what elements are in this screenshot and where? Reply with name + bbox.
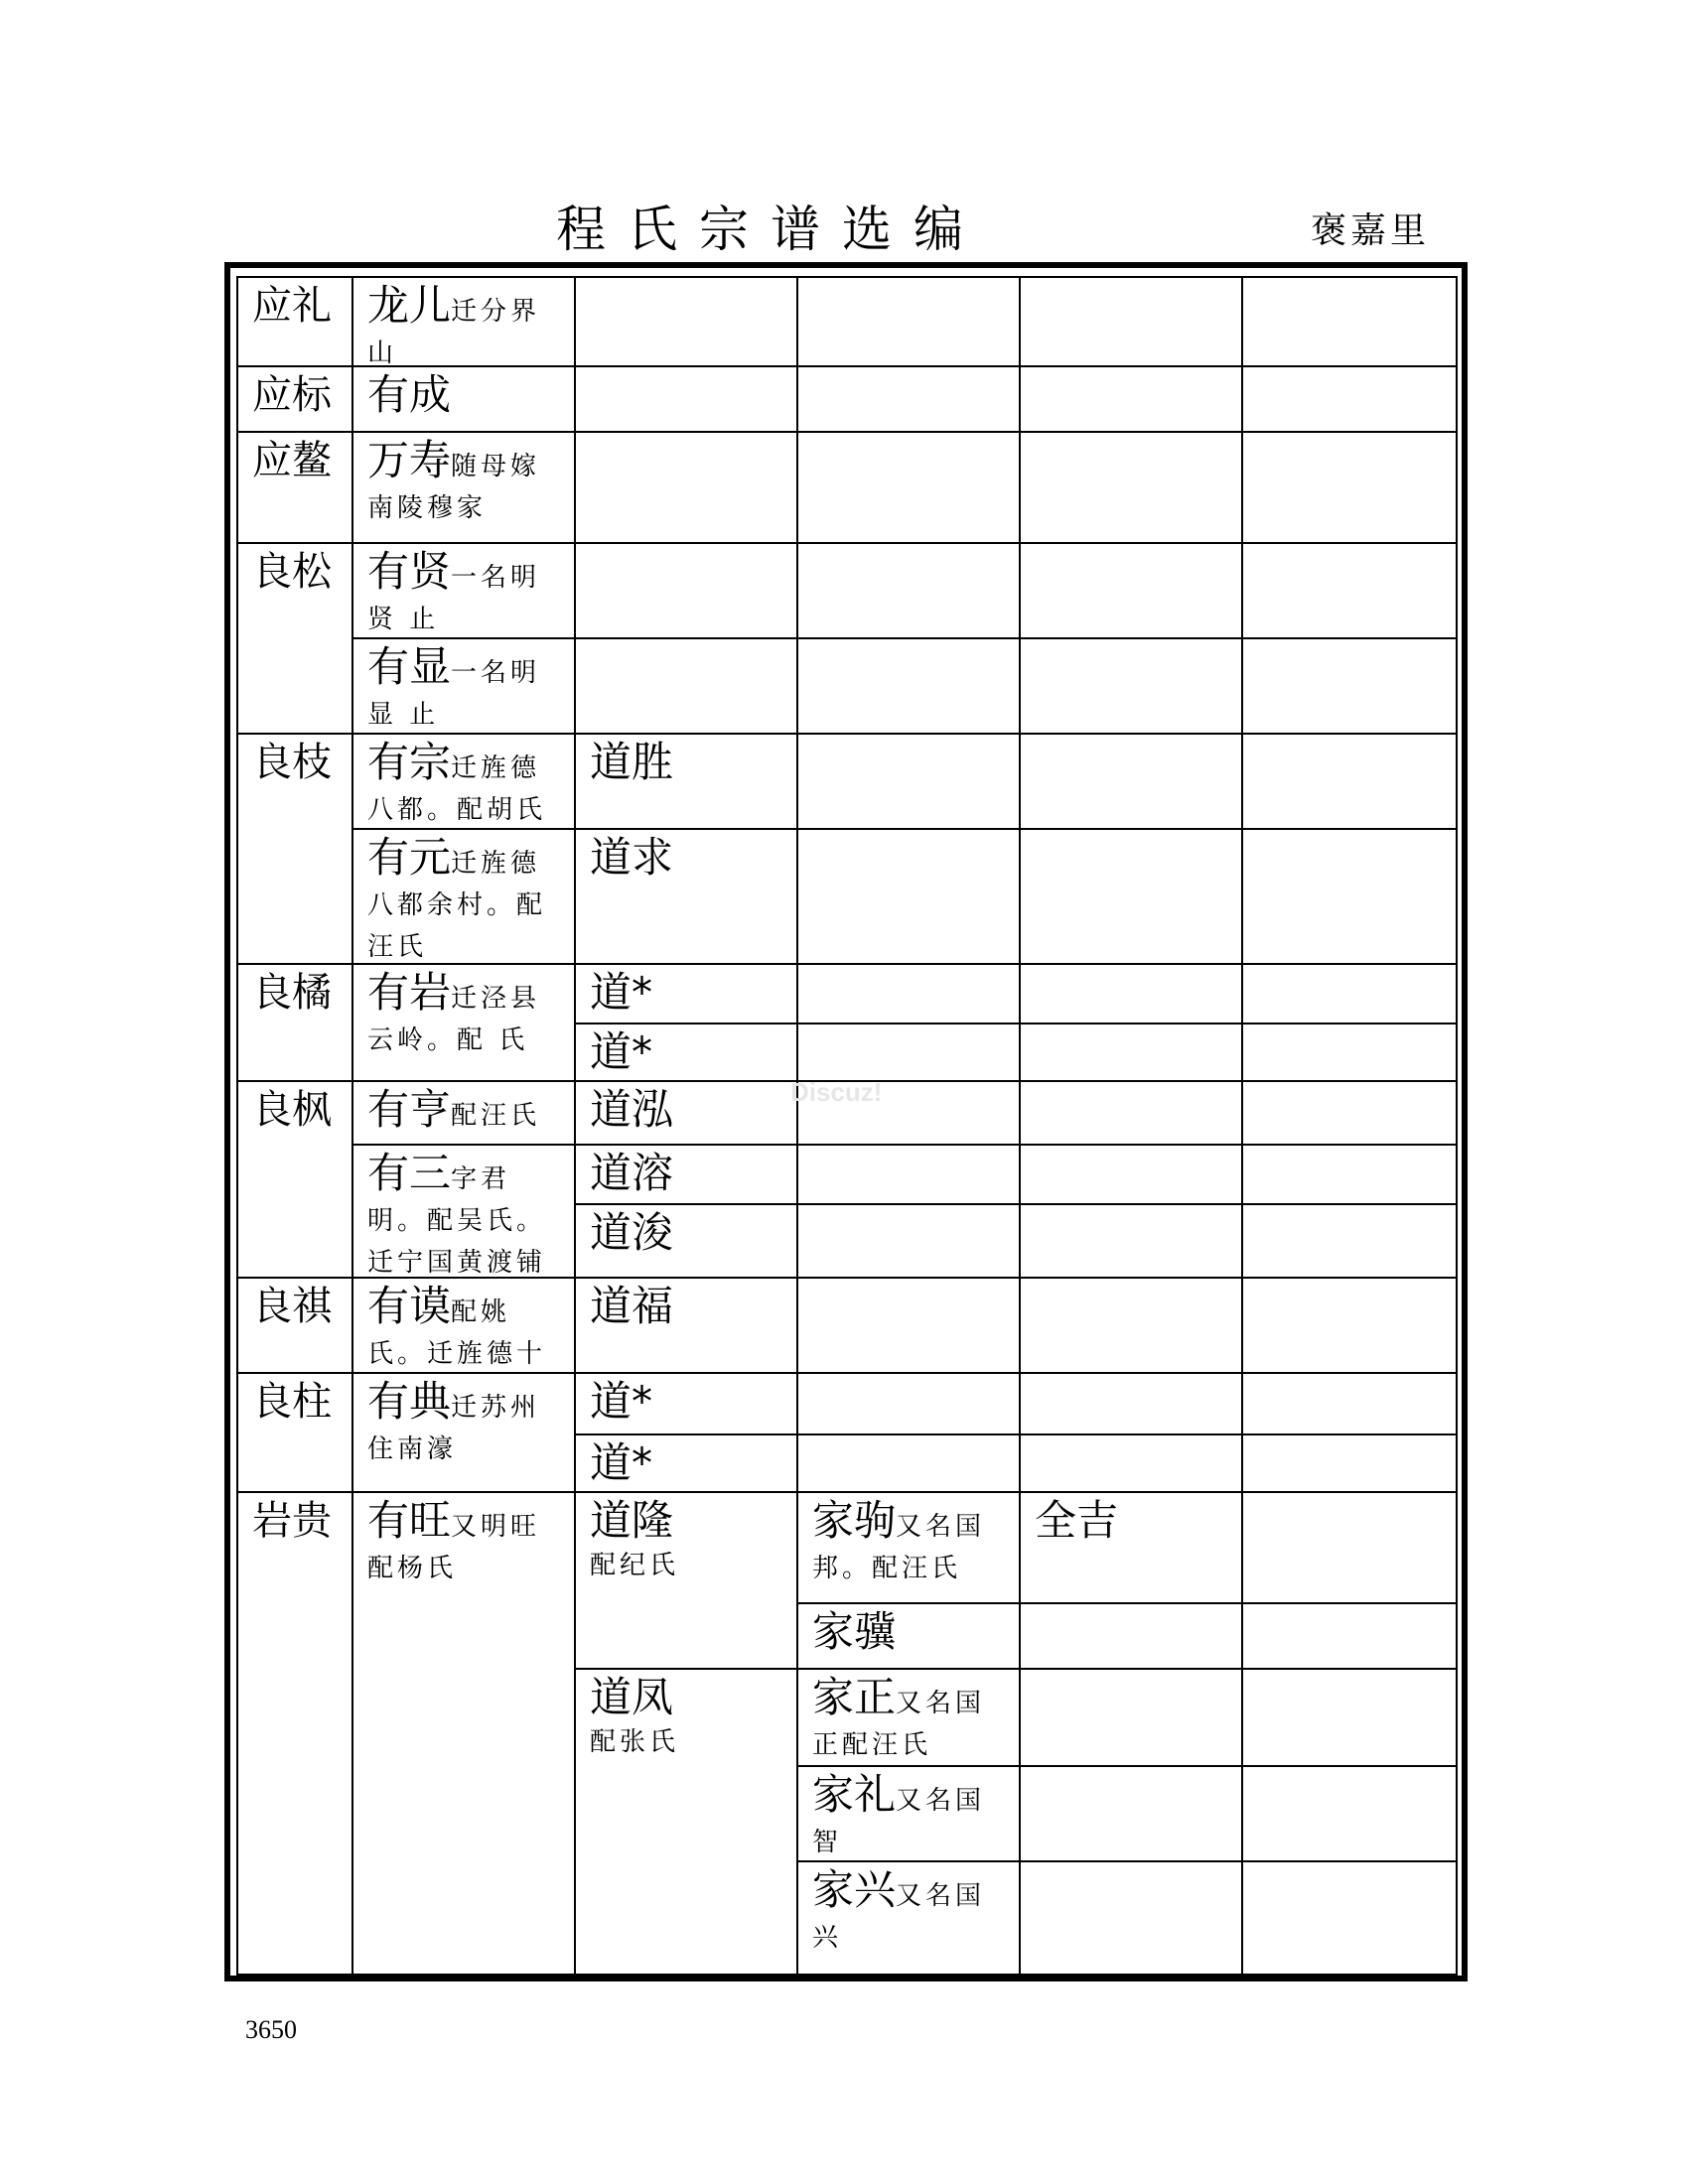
gen1-cell xyxy=(236,1277,353,1374)
gen3-cell xyxy=(574,1668,798,1976)
gen1-name: 应鳌 xyxy=(252,438,332,483)
gen1-name: 良柱 xyxy=(252,1379,332,1425)
gen1-cell xyxy=(236,963,353,1082)
gen2-cell xyxy=(352,1491,576,1976)
genealogy-table xyxy=(224,262,1468,1981)
gen1-cell xyxy=(236,365,353,433)
gen2-note: 配姚氏。迁旌德十 xyxy=(367,1297,547,1369)
gen3-note: 配纪氏 xyxy=(590,1551,680,1580)
gen2-note: 配汪氏 xyxy=(451,1101,541,1131)
gen1-name: 岩贵 xyxy=(252,1498,332,1544)
gen4-note: 又名国邦。配汪氏 xyxy=(812,1512,986,1583)
empty-cell xyxy=(1019,1602,1243,1670)
empty-cell xyxy=(1019,1668,1243,1767)
gen2-cell xyxy=(352,828,576,965)
gen2-note: 迁旌德八都余村。配汪氏 xyxy=(367,849,547,962)
empty-cell xyxy=(574,365,798,433)
gen3-cell xyxy=(574,1433,798,1493)
gen3-name: 道福 xyxy=(590,1282,674,1330)
gen1-name: 良枝 xyxy=(252,740,332,785)
gen3-name: 道凤 xyxy=(590,1673,674,1721)
gen2-name: 有旺 xyxy=(367,1496,452,1545)
gen4-note: 又名国正配汪氏 xyxy=(812,1689,986,1760)
empty-cell xyxy=(796,365,1021,433)
gen2-cell xyxy=(352,637,576,735)
empty-cell xyxy=(1019,963,1243,1024)
gen4-cell xyxy=(796,1668,1021,1767)
empty-cell xyxy=(574,542,798,639)
gen3-note: 配张氏 xyxy=(590,1727,680,1757)
empty-cell xyxy=(1019,1372,1243,1435)
empty-cell xyxy=(796,542,1021,639)
gen2-cell xyxy=(352,276,576,367)
gen2-cell xyxy=(352,1144,576,1279)
gen3-cell xyxy=(574,1372,798,1435)
empty-cell xyxy=(1241,1602,1458,1670)
empty-cell xyxy=(1241,1433,1458,1493)
gen1-cell xyxy=(236,1372,353,1493)
gen2-cell xyxy=(352,431,576,544)
gen4-name: 家兴 xyxy=(812,1865,897,1914)
empty-cell xyxy=(1019,828,1243,965)
gen3-cell xyxy=(574,1023,798,1082)
empty-cell xyxy=(1019,1433,1243,1493)
gen3-cell xyxy=(574,1277,798,1374)
empty-cell xyxy=(796,733,1021,830)
gen2-cell xyxy=(352,1277,576,1374)
gen2-note: 迁苏州住南濠 xyxy=(367,1393,541,1464)
gen4-name: 家礼 xyxy=(812,1770,897,1819)
gen2-name: 有典 xyxy=(367,1377,452,1426)
empty-cell xyxy=(1019,1860,1243,1976)
place-name: 褒嘉里 xyxy=(1311,210,1431,251)
empty-cell xyxy=(1241,1860,1458,1976)
gen3-name: 道* xyxy=(590,1377,653,1426)
gen2-name: 有亨 xyxy=(367,1085,452,1134)
gen1-cell xyxy=(236,276,353,367)
empty-cell xyxy=(1019,733,1243,830)
gen4-cell xyxy=(796,1491,1021,1604)
gen2-cell xyxy=(352,733,576,830)
empty-cell xyxy=(796,1023,1021,1082)
gen3-name: 道浚 xyxy=(590,1208,674,1257)
empty-cell xyxy=(796,1144,1021,1205)
watermark: Discuz! xyxy=(790,1077,883,1107)
gen3-cell xyxy=(574,1144,798,1205)
gen2-name: 龙儿 xyxy=(367,281,452,330)
empty-cell xyxy=(796,828,1021,965)
gen5-cell xyxy=(1019,1491,1243,1604)
empty-cell xyxy=(1241,1277,1458,1374)
gen1-cell xyxy=(236,1491,353,1976)
empty-cell xyxy=(1019,431,1243,544)
gen3-cell xyxy=(574,733,798,830)
gen1-name: 良祺 xyxy=(252,1284,332,1329)
empty-cell xyxy=(1241,1144,1458,1205)
empty-cell xyxy=(1241,431,1458,544)
gen3-cell xyxy=(574,828,798,965)
gen2-name: 有元 xyxy=(367,833,452,882)
empty-cell xyxy=(574,276,798,367)
gen2-name: 有成 xyxy=(367,370,452,419)
gen2-name: 有三 xyxy=(367,1149,452,1197)
empty-cell xyxy=(1241,276,1458,367)
empty-cell xyxy=(1241,828,1458,965)
empty-cell xyxy=(796,1203,1021,1279)
empty-cell xyxy=(1241,542,1458,639)
gen1-name: 良枫 xyxy=(252,1087,332,1133)
gen2-note: 一名明显 止 xyxy=(367,658,541,730)
empty-cell xyxy=(796,431,1021,544)
gen3-cell xyxy=(574,1203,798,1279)
gen2-name: 有显 xyxy=(367,642,452,691)
empty-cell xyxy=(1019,365,1243,433)
empty-cell xyxy=(1019,542,1243,639)
gen2-note: 又明旺配杨氏 xyxy=(367,1512,541,1583)
page-number: 3650 xyxy=(245,2015,297,2044)
gen2-cell xyxy=(352,963,576,1082)
gen2-cell xyxy=(352,1080,576,1146)
empty-cell xyxy=(1241,1668,1458,1767)
gen2-note: 迁泾县云岭。配 氏 xyxy=(367,984,541,1055)
gen2-cell xyxy=(352,542,576,639)
gen4-note: 又名国兴 xyxy=(812,1881,986,1953)
gen1-cell xyxy=(236,542,353,735)
gen4-name: 家正 xyxy=(812,1673,897,1721)
gen3-name: 道* xyxy=(590,1438,653,1487)
empty-cell xyxy=(1019,1203,1243,1279)
empty-cell xyxy=(1241,1023,1458,1082)
gen2-note: 迁分界山 xyxy=(367,297,541,367)
empty-cell xyxy=(1241,637,1458,735)
empty-cell xyxy=(1019,1080,1243,1146)
gen3-name: 道胜 xyxy=(590,738,674,786)
gen4-cell xyxy=(796,1602,1021,1670)
empty-cell xyxy=(1241,1080,1458,1146)
gen2-name: 万寿 xyxy=(367,436,452,484)
empty-cell xyxy=(1241,1765,1458,1862)
empty-cell xyxy=(796,276,1021,367)
empty-cell xyxy=(1019,1277,1243,1374)
gen4-name: 家驹 xyxy=(812,1496,897,1545)
empty-cell xyxy=(1241,1491,1458,1604)
gen2-note: 迁旌德八都。配胡氏 xyxy=(367,753,547,825)
empty-cell xyxy=(1019,1765,1243,1862)
empty-cell xyxy=(1241,1203,1458,1279)
empty-cell xyxy=(1241,963,1458,1024)
gen1-name: 应标 xyxy=(252,372,332,418)
gen2-name: 有贤 xyxy=(367,547,452,596)
empty-cell xyxy=(796,1372,1021,1435)
gen1-cell xyxy=(236,733,353,965)
gen1-name: 良橘 xyxy=(252,970,332,1016)
empty-cell xyxy=(1241,365,1458,433)
empty-cell xyxy=(1241,733,1458,830)
gen1-cell xyxy=(236,431,353,544)
empty-cell xyxy=(574,637,798,735)
gen3-cell xyxy=(574,1080,798,1146)
gen1-name: 良松 xyxy=(252,549,332,595)
gen4-cell xyxy=(796,1765,1021,1862)
empty-cell xyxy=(1019,276,1243,367)
gen3-name: 道求 xyxy=(590,833,674,882)
empty-cell xyxy=(796,637,1021,735)
gen1-name: 应礼 xyxy=(252,283,332,329)
gen2-note: 字君明。配吴氏。迁宁国黄渡铺 xyxy=(367,1164,547,1278)
gen2-note: 随母嫁南陵穆家 xyxy=(367,452,541,523)
gen2-note: 一名明贤 止 xyxy=(367,563,541,634)
gen2-name: 有谟 xyxy=(367,1282,452,1330)
gen4-note: 又名国智 xyxy=(812,1786,986,1857)
gen3-name: 道溶 xyxy=(590,1149,674,1197)
gen2-name: 有宗 xyxy=(367,738,452,786)
gen2-cell xyxy=(352,1372,576,1493)
gen2-name: 有岩 xyxy=(367,968,452,1017)
page-title: 程氏宗谱选编 xyxy=(556,201,985,258)
empty-cell xyxy=(796,963,1021,1024)
gen4-cell xyxy=(796,1860,1021,1976)
empty-cell xyxy=(1241,1372,1458,1435)
empty-cell xyxy=(574,431,798,544)
gen3-cell xyxy=(574,963,798,1024)
gen5-name: 全吉 xyxy=(1035,1496,1119,1545)
gen2-cell xyxy=(352,365,576,433)
gen3-name: 道* xyxy=(590,1027,653,1076)
gen3-name: 道泓 xyxy=(590,1085,674,1134)
gen3-cell xyxy=(574,1491,798,1670)
gen3-name: 道隆 xyxy=(590,1496,674,1545)
empty-cell xyxy=(1019,1144,1243,1205)
empty-cell xyxy=(1019,637,1243,735)
empty-cell xyxy=(1019,1023,1243,1082)
gen1-cell xyxy=(236,1080,353,1279)
empty-cell xyxy=(796,1433,1021,1493)
gen4-name: 家骥 xyxy=(812,1607,897,1656)
gen3-name: 道* xyxy=(590,968,653,1017)
empty-cell xyxy=(796,1277,1021,1374)
